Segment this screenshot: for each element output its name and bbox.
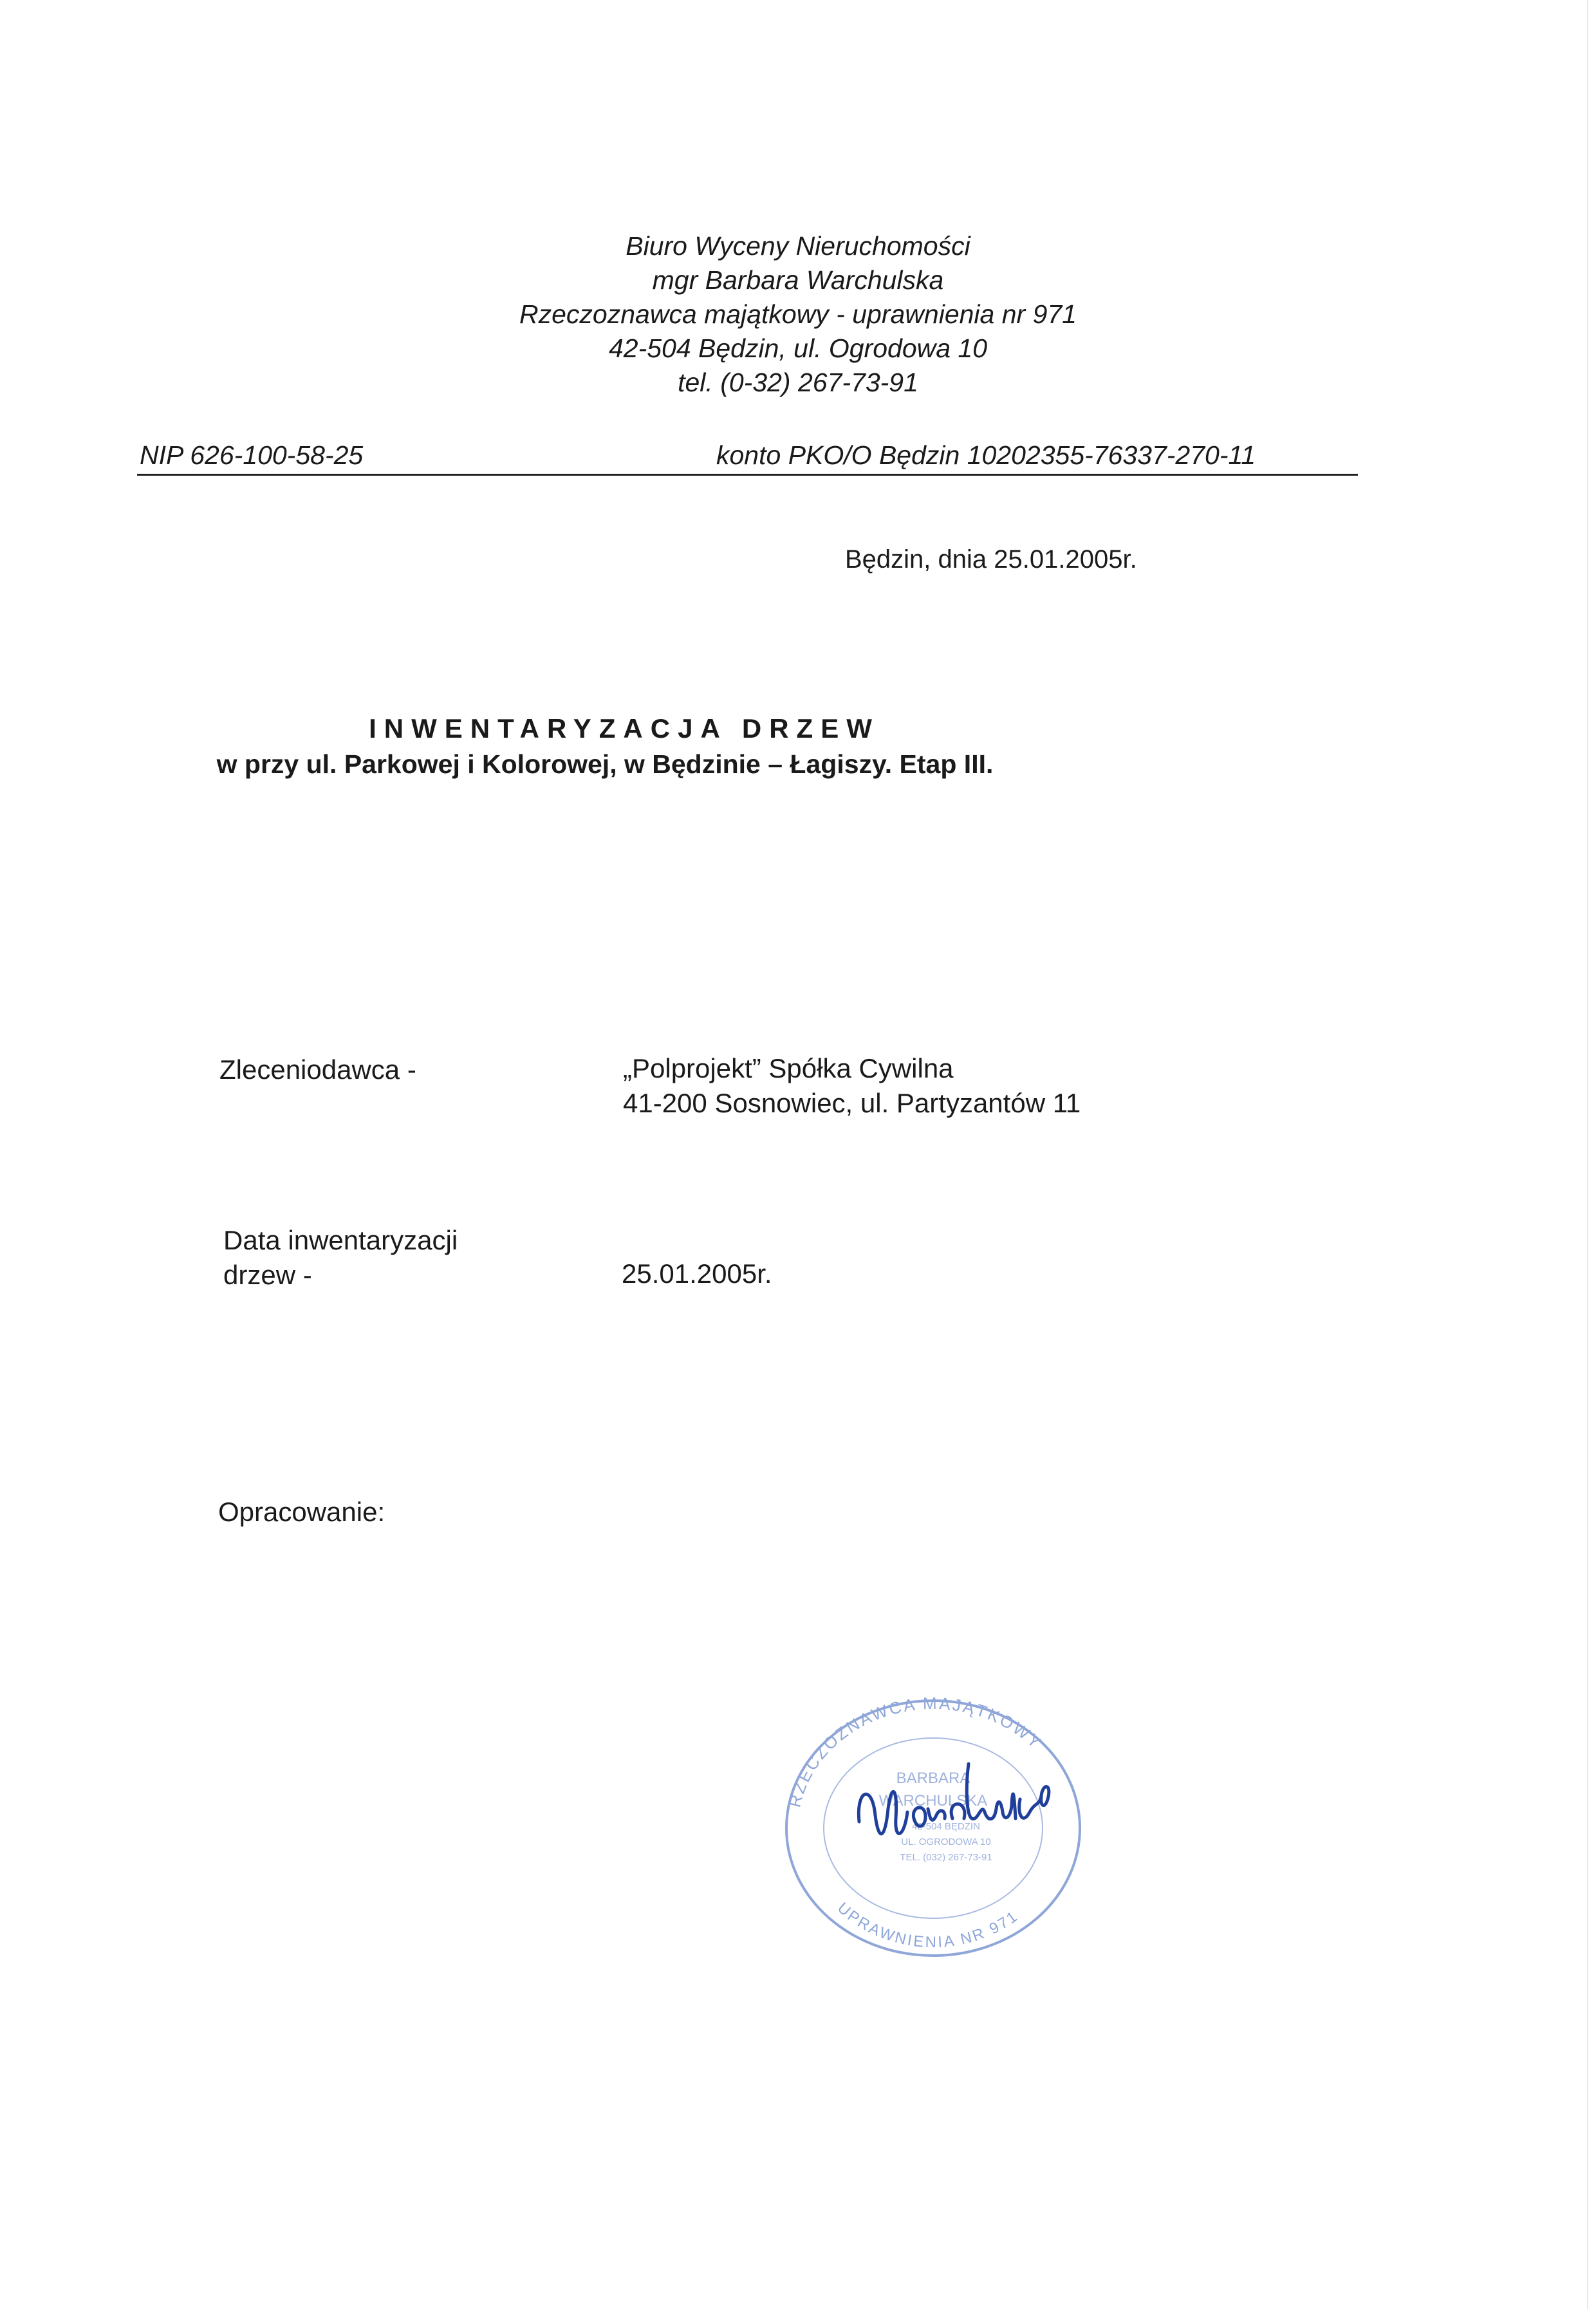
place-date: Będzin, dnia 25.01.2005r. [845,545,1137,574]
document-subtitle: w przy ul. Parkowej i Kolorowej, w Będzinie – Łagiszy. Etap III. [216,749,994,779]
client-label: Zleceniodawca - [219,1054,416,1085]
inventory-date-label [223,1223,458,1293]
letterhead-address: 42-504 Będzin, ul. Ogrodowa 10 [608,333,988,363]
svg-text:UPRAWNIENIA NR 971: UPRAWNIENIA NR 971 [834,1899,1022,1952]
prepared-by-label: Opracowanie: [218,1497,385,1527]
inventory-date-label-line1: Data inwentaryzacji [223,1225,458,1255]
svg-text:WARCHULSKA: WARCHULSKA [878,1792,988,1809]
svg-text:BARBARA: BARBARA [896,1770,970,1787]
document-title: INWENTARYZACJA DRZEW [369,713,880,743]
scan-edge [1587,0,1588,2309]
bank-account: konto PKO/O Będzin 10202355-76337-270-11 [716,440,1256,470]
official-stamp [759,1687,1107,1957]
svg-text:42-504 BĘDZIN: 42-504 BĘDZIN [912,1821,980,1832]
svg-text:RZECZOZNAWCA MAJĄTKOWY: RZECZOZNAWCA MAJĄTKOWY [784,1693,1046,1809]
header-divider [137,474,1358,476]
svg-text:UL. OGRODOWA 10: UL. OGRODOWA 10 [901,1837,991,1847]
client-address: 41-200 Sosnowiec, ul. Partyzantów 11 [623,1088,1081,1118]
client-details [623,1051,1081,1121]
nip-number: NIP 626-100-58-25 [140,440,364,470]
letterhead-license: Rzeczoznawca majątkowy - uprawnienia nr 971 [519,299,1077,329]
letterhead-phone: tel. (0-32) 267-73-91 [678,368,918,397]
letterhead-office: Biuro Wyceny Nieruchomości [626,231,970,261]
letterhead [0,229,1596,400]
inventory-date-label-line2: drzew - [223,1260,312,1290]
inventory-date-value: 25.01.2005r. [622,1258,772,1289]
svg-text:TEL. (032) 267-73-91: TEL. (032) 267-73-91 [900,1852,992,1863]
client-name: „Polprojekt” Spółka Cywilna [623,1053,954,1083]
letterhead-name: mgr Barbara Warchulska [652,265,944,295]
